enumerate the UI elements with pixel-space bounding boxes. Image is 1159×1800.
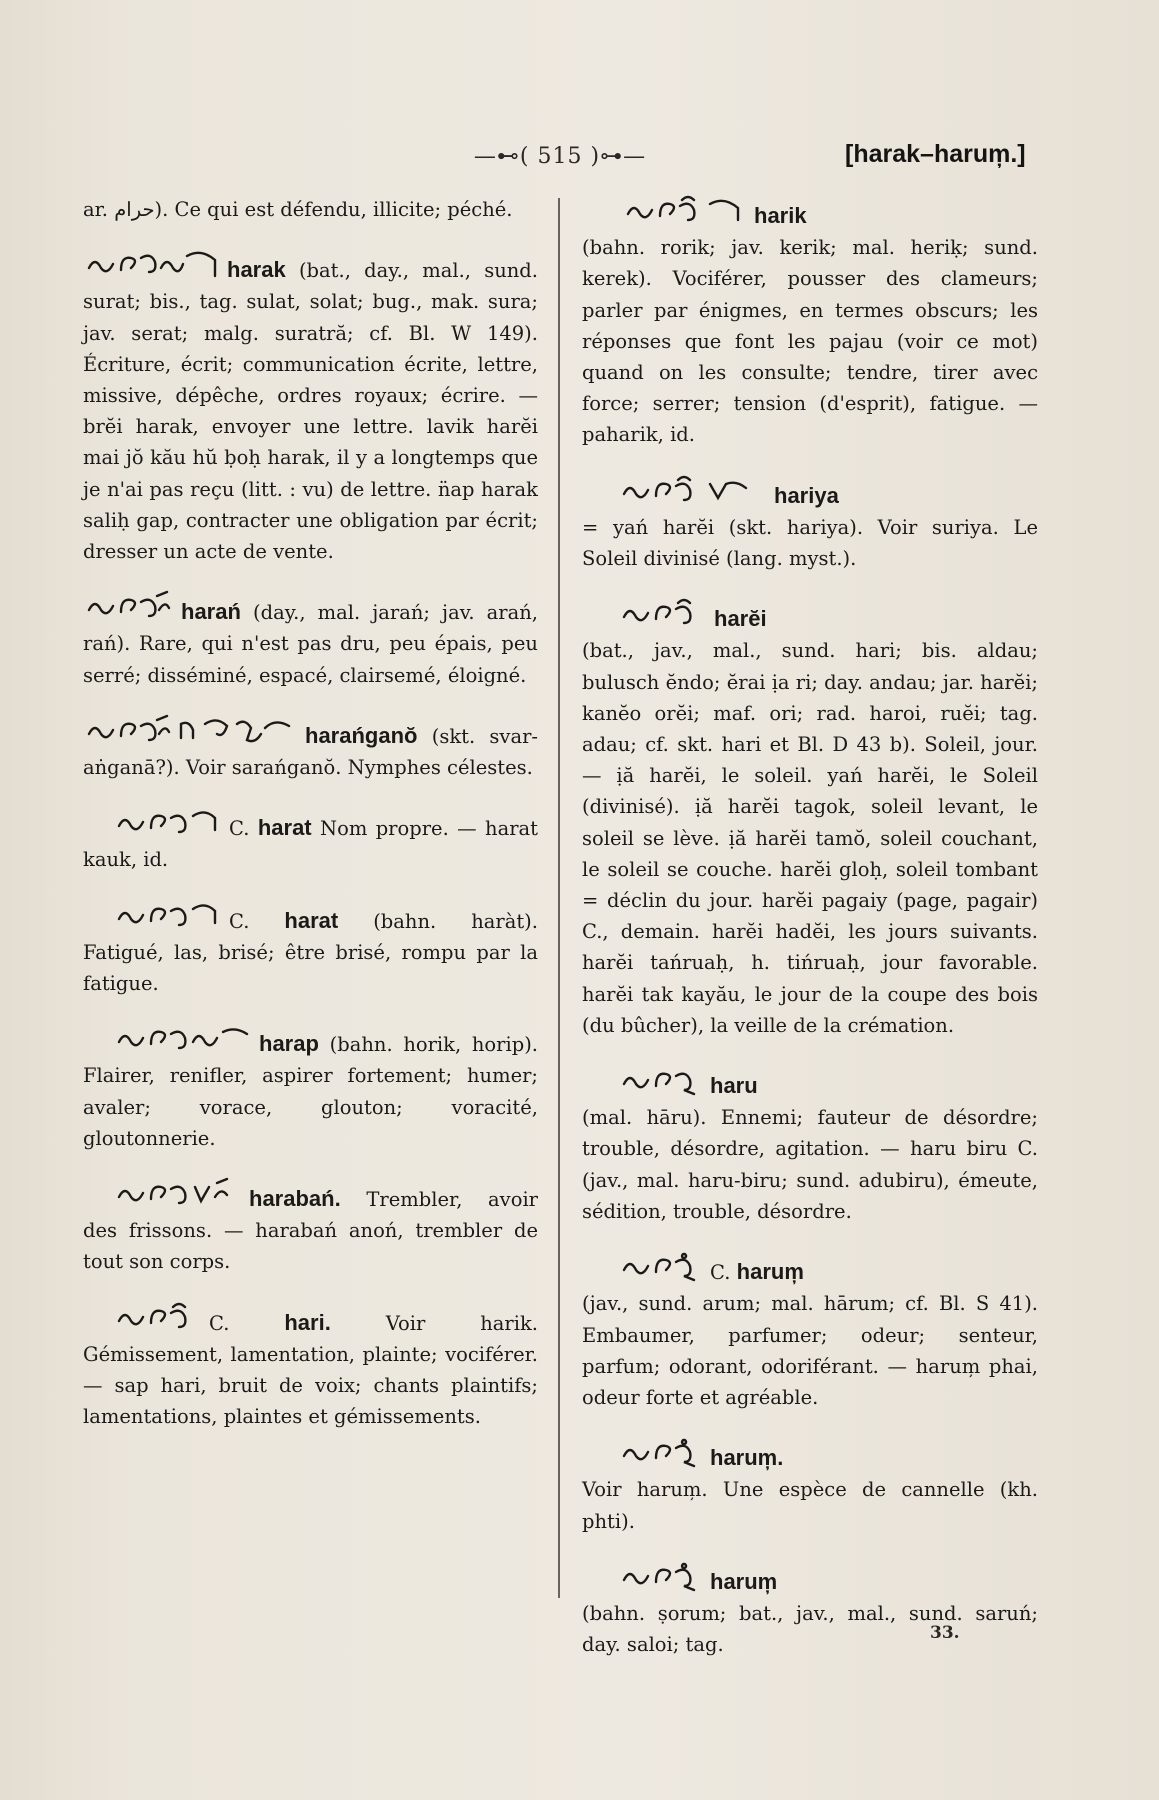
entry-text: (bat., jav., mal., sund. hari; bis. aldau; bulusch ĕndo; ĕrai ịa ri; day. andau; jar. harĕi; kanĕo orĕi; maf. ori; rad. haroi, ruĕi; tag. adau; cf. skt. hari et Bl. D 43 b). Soleil, jour. — ịă harĕi, le soleil. yań harĕi, le Soleil (divinisé). ịă harĕi tagok, soleil levant, le soleil se lève. ịă harĕi tamŏ, soleil couchant, le soleil se couche. harĕi gloḥ, soleil tombant = déclin du jour. harĕi pagaiy (page, pagair) C., demain. harĕi hadĕi, les jours suivants. harĕi tańruaḥ, h. tińruaḥ, jour favorable. harĕi tak kayău, le jour de la coupe des bois (du bûcher), la veille de la crémation. [582,639,1038,1037]
cham-script-glyph [618,1250,704,1282]
cham-script-glyph [618,1436,704,1468]
headword: harĕi [714,606,767,632]
entry-prefix: C. [209,1311,230,1335]
entry-hari [83,1301,538,1433]
headword: harań [181,599,241,625]
entry-harum-1 [618,1250,1038,1288]
entry-harum-2-text [582,1474,1038,1536]
entry-harik-text [582,232,1038,450]
entry-text: (bahn. ṣorum; bat., jav., mal., sund. saruń; day. saloi; tag. [582,1601,1038,1657]
entry-text: (bat., day., mal., sund. surat; bis., tag. sulat, solat; bug., mak. sura; jav. serat; malg. suratră; cf. Bl. W 149). Écriture, écrit; communication écrite, lettre, missive, dépêche, ordres royaux; écrire. — brĕi harak, envoyer une lettre. lavik harĕi mai jŏ kău hŭ ḅoḥ harak, il y a longtemps que je n'ai pas reçu (litt. : vu) de lettre. n̈ap harak saliḥ gap, contracter une obligation par écrit; dresser un acte de vente. [83,259,538,564]
entry-text: (mal. hāru). Ennemi; fauteur de désordre; trouble, désordre, agitation. — haru biru C. (jav., mal. haru-biru; sund. adubiru), émeute, sédition, trouble, désordre. [582,1106,1038,1223]
entry-haraban [83,1177,538,1278]
cham-script-glyph [618,1064,704,1096]
entry-text: (jav., sund. arum; mal. hārum; cf. Bl. S 41). Embaumer, parfumer; odeur; senteur, parfum; odorant, odoriférant. — harum̦ phai, odeur forte et agréable. [582,1292,1038,1409]
entry-harap [83,1022,538,1154]
signature-mark: 33. [930,1623,960,1643]
entry-text: Voir harik. Gémissement, lamentation, plainte; vociférer. — sap hari, bruit de voix; chants plaintifs; lamentations, plaintes et gémissements. [83,1311,539,1429]
entry-harei [618,597,1038,635]
entry-harum-3 [618,1560,1038,1598]
entry-harak [83,248,538,567]
headword-range: [harak–harum̦.] [845,140,1026,168]
entry-text: (bahn. horik, horip). Flairer, renifler, aspirer fortement; humer; avaler; vorace, glouton; voracité, gloutonnerie. [83,1033,539,1150]
cham-script-glyph [113,899,223,931]
entry-haru [618,1064,1038,1102]
entry-haran [83,590,538,691]
headword: harak [227,257,286,283]
cham-script-glyph [113,1177,243,1209]
entry-harat-1 [83,806,538,875]
cham-script-glyph [622,194,748,226]
entry-prefix: C. [229,817,250,841]
headword: hari. [284,1309,331,1335]
left-column [83,194,538,1456]
headword: harat [284,907,339,933]
headword: harańganŏ [305,722,418,748]
entry-text: Nom propre. — harat kauk, id. [83,817,539,872]
entry-harum-2 [618,1436,1038,1474]
headword: harum̦ [736,1259,804,1285]
entry-text: (skt. svar-aṅganā?). Voir sarańganŏ. Nymphes célestes. [83,724,538,780]
entry-harik [622,194,1038,232]
entry-harum-3-text [582,1598,1038,1660]
entry-prefix: C. [229,909,250,933]
entry-harei-text [582,635,1038,1041]
entry-haru-text [582,1102,1038,1227]
headword: harum̦ [710,1568,778,1594]
entry-prefix: C. [710,1261,731,1285]
entry-text: ar. حرام). Ce qui est défendu, illicite; péché. [83,198,513,221]
headword: harabań. [249,1186,341,1212]
headword: haru [710,1073,758,1099]
cham-script-glyph [113,1022,253,1054]
entry-harum-1-text [582,1288,1038,1413]
headword: harap [259,1031,319,1057]
entry-text: Voir harum̦. Une espèce de cannelle (kh. phti). [582,1478,1038,1533]
headword: harik [754,203,807,228]
cham-script-glyph [618,597,708,629]
entry-hariya [618,474,1038,512]
entry-text: (bahn. haràt). Fatigué, las, brisé; être brisé, rompu par la fatigue. [83,909,538,996]
entry-text: = yań harĕi (skt. hariya). Voir suriya. Le Soleil divinisé (lang. myst.). [582,515,1038,571]
column-rule [558,198,560,1598]
cham-script-glyph [113,1301,203,1333]
entry-hariya-text [582,512,1038,574]
cham-script-glyph [83,714,299,746]
running-head [0,140,1159,184]
cham-script-glyph [113,806,223,838]
headword: harat [257,815,312,841]
entry-text: (bahn. rorik; jav. kerik; mal. heriḳ; sund. kerek). Vociférer, pousser des clameurs; parler par énigmes, en termes obscurs; les réponses que font les pajau (voir ce mot) quand on les consulte; tendre, tirer avec force; serrer; tension (d'esprit), fatigue. — paharik, id. [582,236,1038,447]
entry-text: Trembler, avoir des frissons. — harabań anoń, trembler de tout son corps. [83,1188,539,1274]
continued-entry [83,194,538,225]
cham-script-glyph [83,590,175,622]
headword: harum̦. [710,1445,784,1471]
headword: hariya [774,482,839,508]
cham-script-glyph [83,248,221,280]
cham-script-glyph [618,474,768,506]
right-column [582,194,1038,1683]
entry-harat-2 [83,899,538,1000]
entry-harangano [83,714,538,783]
cham-script-glyph [618,1560,704,1592]
page-number: —⊷( 515 )⊶— [473,144,647,169]
entry-text: (day., mal. jarań; jav. arań, rań). Rare, qui n'est pas dru, peu épais, peu serré; disséminé, espacé, clairsemé, éloigné. [83,601,538,687]
